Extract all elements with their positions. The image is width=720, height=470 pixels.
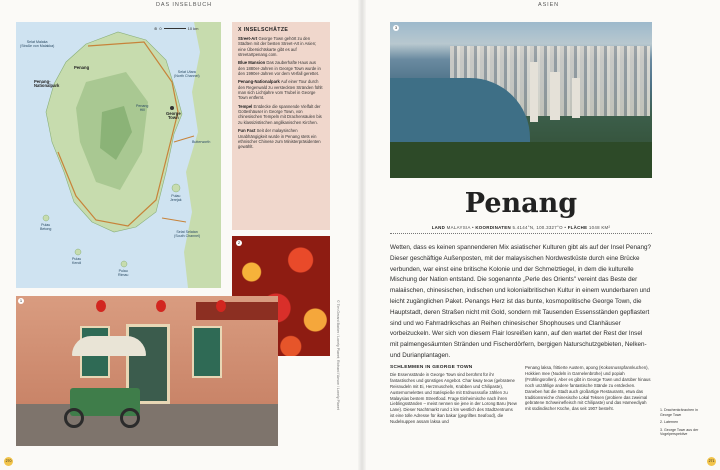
foreground-greenery	[390, 142, 652, 178]
cart-wheel	[120, 408, 140, 428]
coord-value: 5.4144°N, 100.3327°O	[512, 225, 563, 230]
george-town-marker	[170, 106, 174, 110]
infobox-term: Tempel	[238, 103, 253, 109]
caption-3: 3. George Town aus der Vogelperspektive	[660, 427, 699, 437]
red-lantern	[96, 300, 106, 312]
lead-paragraph: Wetten, dass es keinen spannenderen Mix asiatischer Kulturen gibt als auf der Insel Penang? Dieser geschäftige Außenposten, mit der malaysischen Nordwestküste durch eine Brücke verbunden, war einst eine britische Kolonie und der Schmelztiegel, in dem die kulturelle Mischung der Nation entstand. Die sogenannte „Perle des Orients" vereint das Beste der malaiischen, chinesischen, indischen und kolonialbritischen Kultur in einem wunderbaren und leicht zugänglichen Paket. Penangs Herz ist das bunte, kosmopolitische George Town, die Hauptstadt, deren Straßen nicht mit Gold, sondern mit Tausenden Essensständen gepflastert sind und wo Fahrradrikschas an Reihen chinesischer Shophouses und Clanhäuser vorbeizuckeln. Wer sich von diesem Flair losreißen kann, auf den wartet der Rest der Insel mit palmengesäumten Stränden und Fischerdörfern, bergigen Naturschutzgebieten, Nelken- und Durianplantagen.	[390, 244, 652, 359]
red-lantern	[216, 300, 226, 312]
page-gutter	[358, 0, 366, 470]
label-selat-utara: Selat Utara (North Channel)	[174, 70, 200, 79]
island-map	[16, 22, 221, 288]
infobox-term: Fun Fact	[238, 128, 256, 134]
label-penang: Penang	[74, 65, 90, 70]
island-rimau	[121, 261, 127, 267]
infobox-text: George Town gehört zu den Städten mit der besten Street-Art in Asien; eine Übersichtskarte gibt es auf streetartpenang.com.	[238, 36, 317, 57]
label-selat-malaka: Selat Malaka (Straße von Malakka)	[20, 40, 55, 49]
shop-sign	[196, 302, 278, 320]
running-head-right: ASIEN	[538, 2, 560, 8]
infobox-text: Das zauberhafte Haus aus den 1880er-Jahren in George Town wurde in den 1990er-Jahren vor dem Verfall gerettet.	[238, 60, 321, 76]
infobox-item	[238, 36, 324, 57]
label-pulau-jerejak: Pulau Jerejak	[170, 194, 182, 203]
infobox-item	[238, 104, 324, 125]
cart-wheel	[64, 408, 84, 428]
scale-bar	[164, 28, 186, 30]
infobox-term: Street-Art	[238, 36, 258, 41]
dotted-divider	[390, 233, 652, 234]
komtar-tower	[530, 62, 538, 122]
george-town-aerial-photo	[390, 22, 652, 178]
photo-credit	[336, 300, 342, 450]
page-number-left: 270	[4, 457, 13, 466]
label-pulau-betong: Pulau Betong	[40, 223, 52, 232]
food-column-2	[525, 365, 652, 455]
label-selat-selatan: Selat Selatan (South Channel)	[174, 230, 201, 239]
island-kendi	[75, 249, 81, 255]
caption-2: 2. Laternen	[660, 420, 679, 425]
island-facts	[390, 225, 652, 230]
infobox-text: Entdecke die spannende Vielfalt der Gotteshäuser in George Town, von chinesischen Tempeln mit Drachensäulen bis zu klassizistischen anglikanischen Kirchen.	[238, 103, 322, 125]
separator: •	[470, 225, 476, 230]
section-heading: SCHLEMMEN IN GEORGE TOWN	[390, 365, 473, 370]
scale-zero: 0	[159, 26, 162, 31]
label-george-town: George Town	[166, 111, 181, 121]
island-betong	[43, 215, 49, 221]
high-rise	[550, 72, 560, 120]
caption-1: 1. Drachenkränzchen in George Town	[660, 408, 698, 417]
infobox-term: Blue Mansion	[238, 60, 266, 66]
label-penang-nationalpark: Penang- Nationalpark	[34, 79, 60, 89]
separator: •	[562, 225, 568, 230]
island-treasures-box	[232, 22, 330, 230]
page-title: Penang	[464, 188, 578, 219]
shutter-window	[192, 326, 222, 378]
land-label: LAND	[431, 225, 446, 230]
area-value: 1048 KM²	[588, 225, 611, 230]
island-jerejak	[172, 184, 180, 192]
infobox-item	[238, 60, 324, 76]
label-pulau-rimau: Pulau Rimau	[118, 269, 129, 278]
photo-badge-1: 1	[19, 298, 23, 303]
section-text-1: Die Essensstände in George Town sind berühmt für ihr fantastisches und günstiges Angebot. Char kway teow (gebratene Reisnudeln mit Ei, Herzmuscheln, Krabben und Chilipaste), Austernomelettes und Satéspieße mit Erdnusssoße zählen zu Malaysias bestem Streetfood. Frage Einheimische nach ihren Lieblingsständen – meist nennen sie jene in der Lorong Baru (New Lane). Dieser Nachtmarkt rund 1 km westlich des Stadtzentrums ist eine tolle Adresse für ikan bakar (gegrilltes Seafood), die Nudelsuppen assam laksa und	[390, 371, 517, 425]
five-foot-way	[16, 404, 278, 446]
photo-badge-3: 3	[394, 25, 398, 30]
photo-credit-text: © Tim Gerard Barker / Lonely Planet; Richard l'Anson / Lonely Planet	[336, 300, 340, 410]
area-label: FLÄCHE	[567, 225, 588, 230]
infobox-text: Seit der malaysischen Unabhängigkeit wurde in Penang stets ein ethnischer Chinese zum Ministerpräsidenten gewählt.	[238, 128, 321, 150]
food-column-1	[390, 365, 517, 455]
island-map-shapes	[16, 22, 221, 288]
infobox-item	[238, 128, 324, 149]
high-rise	[572, 78, 580, 118]
infobox-text: Auf einer Tour durch den Regenwald zu versteckten Stränden fühlt man sich Lichtjahre vom Trubel in George Town entfernt.	[238, 79, 323, 101]
mainland-shape	[184, 22, 221, 288]
red-lantern	[156, 300, 166, 312]
label-pulau-kendi: Pulau Kendi	[72, 257, 82, 266]
page-number-right: 271	[707, 457, 716, 466]
section-text-2: Penang laksa, frittierte Austern, apong (Kokosnusspfannkuchen), Hokkien mee (Nudeln in Garnelenbrühe) und popiah (Frühlingsrollen). Aber es gibt in George Town und darüber hinaus noch unzählige andere fantastische Stände zu entdecken. Daneben hat die Stadt auch großartige Restaurants, etwa das traditionsreiche chinesische Lokal Teksen (probiere das zweimal gebratene Schweinefleisch mit Chilipaste) und das Hameediyah mit südindischer Küche, das seit 1907 besteht.	[525, 365, 651, 412]
street-food-cart-photo	[16, 296, 278, 446]
cart-umbrella	[72, 336, 146, 356]
map-scale	[154, 26, 199, 31]
second-bridge	[162, 218, 186, 222]
label-butterworth: Butterworth	[192, 140, 211, 144]
penang-bridge	[174, 136, 194, 142]
scale-km: 10 km	[187, 26, 199, 31]
north-arrow-icon: ⊛	[154, 26, 158, 31]
label-penang-hill: Penang Hill	[136, 104, 149, 113]
land-value: MALAYSIA	[446, 225, 471, 230]
infobox-item	[238, 79, 324, 100]
photo-badge-2: 2	[237, 240, 241, 245]
photo-captions	[660, 408, 710, 440]
food-section	[390, 365, 652, 455]
infobox-term: Penang-Nationalpark	[238, 79, 280, 85]
infobox-heading: X INSELSCHÄTZE	[238, 27, 289, 33]
coord-label: KOORDINATEN	[475, 225, 511, 230]
running-head-left: DAS INSELBUCH	[156, 2, 213, 8]
